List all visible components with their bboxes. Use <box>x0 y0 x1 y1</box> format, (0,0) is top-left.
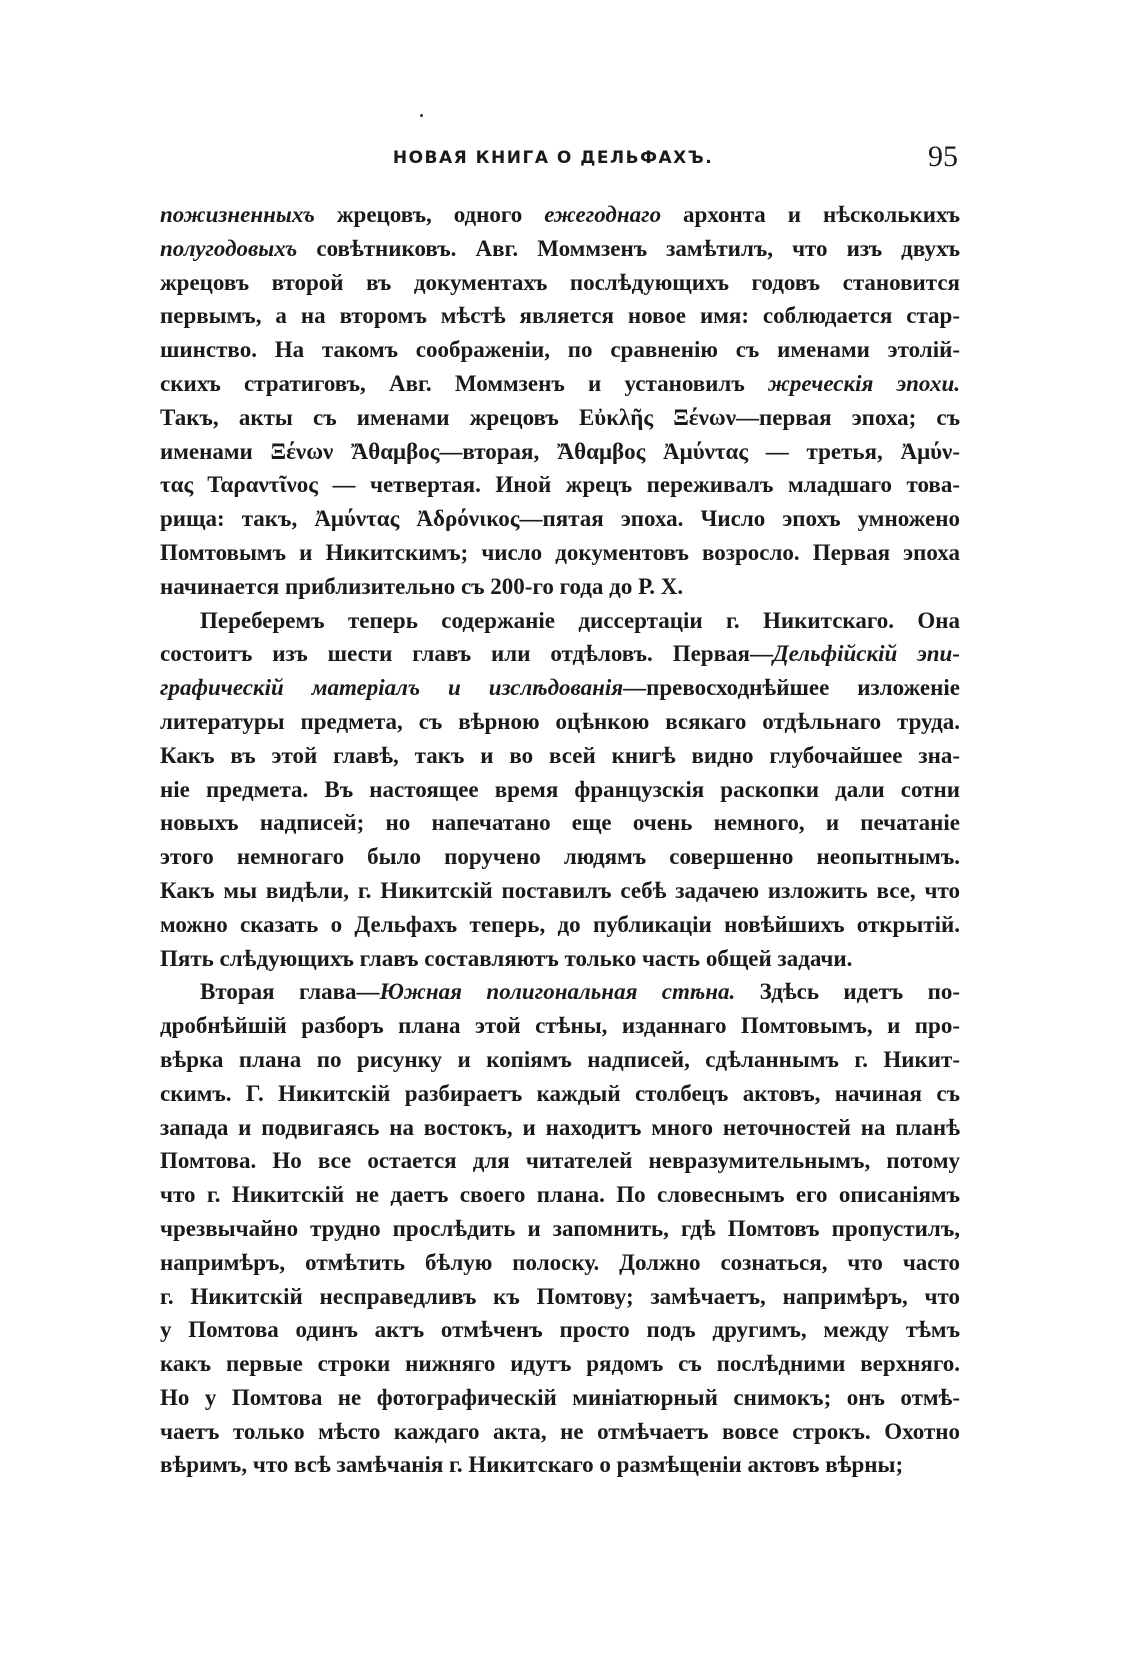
text-span: Вторая глава— <box>200 979 380 1005</box>
text-span: г. Никитскій несправедливъ къ Помтову; замѣчаетъ, напримѣръ, что <box>160 1283 960 1309</box>
italic-span: полугодовыхъ <box>160 235 298 261</box>
text-line <box>160 401 960 435</box>
page-header <box>148 140 958 184</box>
text-line <box>160 1077 960 1111</box>
text-span: дробнѣйшій разборъ плана этой стѣны, изданнаго Помтовымъ, и про- <box>160 1013 960 1039</box>
text-line <box>160 502 960 536</box>
text-span: чрезвычайно трудно прослѣдить и запомнить, гдѣ Помтовъ пропустилъ, <box>160 1215 960 1241</box>
text-span: начинается приблизительно съ 200-го года до Р. Х. <box>160 573 684 599</box>
page-number: 95 <box>928 140 958 173</box>
text-line <box>160 1144 960 1178</box>
paragraph <box>160 604 960 976</box>
text-line <box>160 1009 960 1043</box>
text-span: жрецовъ, одного <box>314 202 545 227</box>
text-line <box>160 1280 960 1314</box>
text-span: вѣримъ, что всѣ замѣчанія г. Никитскаго о размѣщеніи актовъ вѣрны; <box>160 1452 904 1478</box>
text-line <box>160 570 960 604</box>
text-span: архонта и нѣсколькихъ <box>661 202 960 227</box>
print-speck <box>420 114 423 117</box>
text-span: состоитъ изъ шести главъ или отдѣловъ. Первая— <box>160 641 773 667</box>
text-span: шинство. На такомъ соображеніи, по сравненію съ именами этолій- <box>160 337 960 363</box>
italic-span: Южная полигональная стѣна. <box>379 979 736 1005</box>
text-line <box>160 1246 960 1280</box>
text-line <box>160 1178 960 1212</box>
text-line <box>160 299 960 333</box>
text-span: τας Ταραντῖνος — четвертая. Иной жрецъ переживалъ младшаго това- <box>160 472 960 498</box>
text-line <box>160 604 960 638</box>
text-line <box>160 975 960 1009</box>
text-span: Помтова. Но все остается для читателей невразумительнымъ, потому <box>160 1148 960 1174</box>
text-line <box>160 637 960 671</box>
text-line <box>160 705 960 739</box>
text-line <box>160 1347 960 1381</box>
italic-span: жреческія эпохи. <box>767 370 960 396</box>
text-span: совѣтниковъ. Авг. Моммзенъ замѣтилъ, что изъ двухъ <box>297 235 960 261</box>
text-line <box>160 468 960 502</box>
text-line <box>160 1381 960 1415</box>
text-span: —превосходнѣйшее изложеніе <box>623 675 960 701</box>
italic-span: графическій матеріалъ и изслѣдованія <box>160 675 624 701</box>
text-span: Здѣсь идетъ по- <box>735 979 961 1005</box>
text-span: Такъ, акты съ именами жрецовъ Εὐκλῆς Ξένων—первая эпоха; съ <box>160 404 960 430</box>
text-span: какъ первые строки нижняго идутъ рядомъ съ послѣдними верхняго. <box>160 1351 960 1377</box>
text-span: напримѣръ, отмѣтить бѣлую полоску. Должно сознаться, что часто <box>160 1249 960 1275</box>
text-line <box>160 266 960 300</box>
text-line <box>160 806 960 840</box>
text-line <box>160 942 960 976</box>
text-line <box>160 333 960 367</box>
text-span: Помтовымъ и Никитскимъ; число документовъ возросло. Первая эпоха <box>160 539 960 565</box>
text-line <box>160 739 960 773</box>
text-span: Какъ въ этой главѣ, такъ и во всей книгѣ видно глубочайшее зна- <box>160 742 960 768</box>
text-span: можно сказать о Дельфахъ теперь, до публикаціи новѣйшихъ открытій. <box>160 911 960 937</box>
text-span: Пять слѣдующихъ главъ составляютъ только часть общей задачи. <box>160 945 853 971</box>
text-line <box>160 1415 960 1449</box>
text-span: запада и подвигаясь на востокъ, и находитъ много неточностей на планѣ <box>160 1114 960 1140</box>
text-span: жрецовъ второй въ документахъ послѣдующихъ годовъ становится <box>160 269 960 295</box>
text-line <box>160 367 960 401</box>
body-text <box>160 198 960 1482</box>
text-line <box>160 1043 960 1077</box>
text-span: первымъ, а на второмъ мѣстѣ является новое имя: соблюдается стар- <box>160 303 960 329</box>
text-line <box>160 773 960 807</box>
italic-span: Дельфійскій эпи- <box>772 641 960 667</box>
italic-span: пожизненныхъ <box>160 202 315 227</box>
text-span: что г. Никитскій не даетъ своего плана. По словеснымъ его описаніямъ <box>160 1182 960 1208</box>
text-line <box>160 908 960 942</box>
text-line <box>160 1313 960 1347</box>
text-span: у Помтова одинъ актъ отмѣченъ просто подъ другимъ, между тѣмъ <box>160 1317 960 1343</box>
text-line <box>160 671 960 705</box>
italic-span: ежегоднаго <box>544 202 662 227</box>
text-span: этого немногаго было поручено людямъ совершенно неопытнымъ. <box>160 844 960 870</box>
text-line <box>160 1111 960 1145</box>
text-line <box>160 840 960 874</box>
text-span: Какъ мы видѣли, г. Никитскій поставилъ себѣ задачею изложить все, что <box>160 877 960 903</box>
text-span: Но у Помтова не фотографическій миніатюрный снимокъ; онъ отмѣ- <box>160 1384 960 1410</box>
text-span: скимъ. Г. Никитскій разбираетъ каждый столбецъ актовъ, начиная съ <box>160 1080 960 1106</box>
text-span: новыхъ надписей; но напечатано еще очень немного, и печатаніе <box>160 810 960 836</box>
text-span: Переберемъ теперь содержаніе диссертаціи г. Никитскаго. Она <box>200 607 960 633</box>
text-span: скихъ стратиговъ, Авг. Моммзенъ и установилъ <box>160 370 768 396</box>
text-span: рища: такъ, Ἀμύντας Ἀδρόνικος—пятая эпоха. Число эпохъ умножено <box>160 506 960 532</box>
text-span: ніе предмета. Въ настоящее время французскія раскопки дали сотни <box>160 776 960 802</box>
text-line <box>160 232 960 266</box>
text-span: литературы предмета, съ вѣрною оцѣнкою всякаго отдѣльнаго труда. <box>160 708 960 734</box>
text-line <box>160 874 960 908</box>
text-line <box>160 1212 960 1246</box>
text-line <box>160 198 960 232</box>
running-title: НОВАЯ КНИГА О ДЕЛЬФАХЪ. <box>392 148 714 168</box>
text-span: чаетъ только мѣсто каждаго акта, не отмѣчаетъ вовсе строкъ. Охотно <box>160 1418 960 1444</box>
paragraph <box>160 198 960 604</box>
text-span: вѣрка плана по рисунку и копіямъ надписей, сдѣланнымъ г. Никит- <box>160 1046 960 1072</box>
text-line <box>160 1448 960 1482</box>
text-span: именами Ξένων Ἄθαμβος—вторая, Ἄθαμβος Ἀμύντας — третья, Ἀμύν- <box>160 438 960 464</box>
paragraph <box>160 975 960 1482</box>
text-line <box>160 536 960 570</box>
text-line <box>160 435 960 469</box>
